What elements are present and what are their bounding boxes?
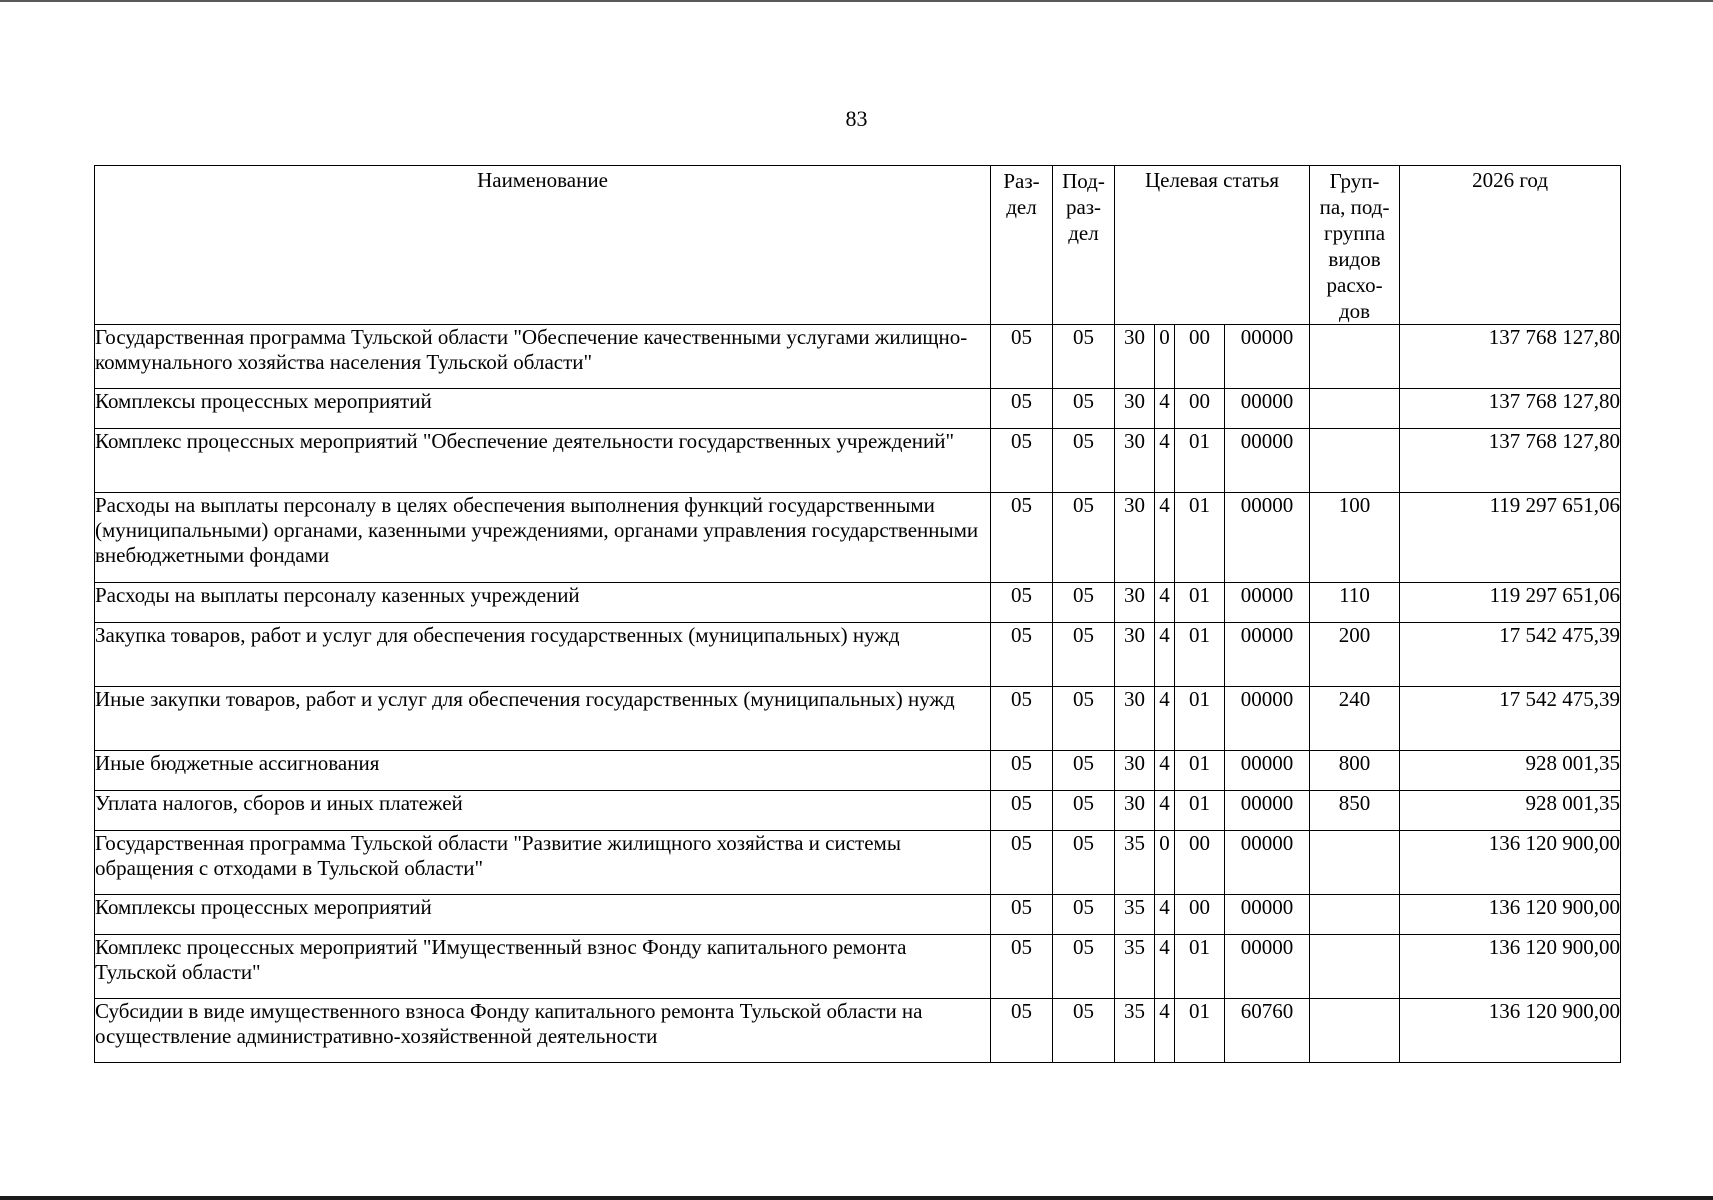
row-target-program: 30: [1115, 687, 1155, 751]
row-amount: 136 120 900,00: [1400, 831, 1621, 895]
row-amount: 17 542 475,39: [1400, 623, 1621, 687]
row-section: 05: [991, 999, 1053, 1063]
row-subsection: 05: [1053, 493, 1115, 583]
table-header-row: [95, 166, 1621, 325]
row-subsection: 05: [1053, 791, 1115, 831]
row-group: 800: [1310, 751, 1400, 791]
row-target-event: 00: [1175, 895, 1225, 935]
row-group: [1310, 429, 1400, 493]
header-target-article: Целевая статья: [1115, 166, 1310, 325]
row-target-event: 01: [1175, 623, 1225, 687]
row-target-event: 00: [1175, 831, 1225, 895]
row-target-direction: 00000: [1225, 895, 1310, 935]
row-name: Государственная программа Тульской области "Обеспечение качественными услугами жилищно-коммунального хозяйства населения Тульской области": [95, 325, 991, 389]
row-target-subprogram: 0: [1155, 831, 1175, 895]
row-group: [1310, 999, 1400, 1063]
row-section: 05: [991, 493, 1053, 583]
table-row: [95, 999, 1621, 1063]
row-target-subprogram: 4: [1155, 429, 1175, 493]
row-section: 05: [991, 831, 1053, 895]
row-target-program: 35: [1115, 999, 1155, 1063]
table-row: [95, 389, 1621, 429]
header-group: Груп- па, под- группа видов расхо- дов: [1310, 166, 1400, 325]
row-target-event: 01: [1175, 751, 1225, 791]
row-group: [1310, 935, 1400, 999]
row-subsection: 05: [1053, 895, 1115, 935]
row-target-program: 30: [1115, 325, 1155, 389]
row-target-direction: 00000: [1225, 687, 1310, 751]
row-subsection: 05: [1053, 623, 1115, 687]
row-group: 200: [1310, 623, 1400, 687]
row-target-program: 35: [1115, 895, 1155, 935]
budget-table: [94, 165, 1621, 1063]
row-name: Уплата налогов, сборов и иных платежей: [95, 791, 991, 831]
row-target-subprogram: 4: [1155, 389, 1175, 429]
header-name: Наименование: [95, 166, 991, 325]
row-amount: 119 297 651,06: [1400, 493, 1621, 583]
row-target-program: 30: [1115, 583, 1155, 623]
row-target-direction: 60760: [1225, 999, 1310, 1063]
row-subsection: 05: [1053, 429, 1115, 493]
row-target-subprogram: 4: [1155, 687, 1175, 751]
row-group: 100: [1310, 493, 1400, 583]
row-target-direction: 00000: [1225, 325, 1310, 389]
header-year: 2026 год: [1400, 166, 1621, 325]
row-target-event: 01: [1175, 935, 1225, 999]
row-target-event: 01: [1175, 493, 1225, 583]
row-group: [1310, 325, 1400, 389]
row-target-direction: 00000: [1225, 429, 1310, 493]
row-section: 05: [991, 791, 1053, 831]
row-subsection: 05: [1053, 935, 1115, 999]
row-group: 240: [1310, 687, 1400, 751]
row-target-direction: 00000: [1225, 935, 1310, 999]
row-name: Комплексы процессных мероприятий: [95, 389, 991, 429]
row-target-direction: 00000: [1225, 583, 1310, 623]
page-number: 83: [845, 106, 868, 131]
row-subsection: 05: [1053, 325, 1115, 389]
row-group: [1310, 895, 1400, 935]
header-subsection: Под- раз- дел: [1053, 166, 1115, 325]
row-subsection: 05: [1053, 999, 1115, 1063]
row-amount: 137 768 127,80: [1400, 325, 1621, 389]
table-row: [95, 687, 1621, 751]
row-subsection: 05: [1053, 831, 1115, 895]
row-target-subprogram: 4: [1155, 751, 1175, 791]
row-name: Расходы на выплаты персоналу казенных учреждений: [95, 583, 991, 623]
row-target-event: 00: [1175, 389, 1225, 429]
table-row: [95, 935, 1621, 999]
row-target-program: 30: [1115, 623, 1155, 687]
row-target-subprogram: 4: [1155, 935, 1175, 999]
row-target-program: 30: [1115, 493, 1155, 583]
row-target-program: 30: [1115, 751, 1155, 791]
row-amount: 137 768 127,80: [1400, 429, 1621, 493]
row-name: Комплексы процессных мероприятий: [95, 895, 991, 935]
row-target-direction: 00000: [1225, 831, 1310, 895]
row-group: 850: [1310, 791, 1400, 831]
row-name: Комплекс процессных мероприятий "Имущественный взнос Фонду капитального ремонта Тульской области": [95, 935, 991, 999]
row-target-subprogram: 0: [1155, 325, 1175, 389]
row-target-direction: 00000: [1225, 493, 1310, 583]
row-name: Иные закупки товаров, работ и услуг для обеспечения государственных (муниципальных) нужд: [95, 687, 991, 751]
row-target-subprogram: 4: [1155, 999, 1175, 1063]
row-section: 05: [991, 429, 1053, 493]
row-section: 05: [991, 623, 1053, 687]
row-target-subprogram: 4: [1155, 493, 1175, 583]
row-name: Расходы на выплаты персоналу в целях обеспечения выполнения функций государственными (муниципальными) органами, казенными учреждениями, органами управления государственными внебюджетными фондами: [95, 493, 991, 583]
table-row: [95, 583, 1621, 623]
row-subsection: 05: [1053, 751, 1115, 791]
table-row: [95, 751, 1621, 791]
row-target-direction: 00000: [1225, 389, 1310, 429]
row-target-direction: 00000: [1225, 623, 1310, 687]
row-name: Закупка товаров, работ и услуг для обеспечения государственных (муниципальных) нужд: [95, 623, 991, 687]
row-target-event: 01: [1175, 687, 1225, 751]
row-section: 05: [991, 389, 1053, 429]
row-group: [1310, 831, 1400, 895]
row-target-event: 01: [1175, 583, 1225, 623]
table-row: [95, 429, 1621, 493]
scan-edge-bottom: [0, 1196, 1713, 1200]
row-subsection: 05: [1053, 583, 1115, 623]
row-amount: 137 768 127,80: [1400, 389, 1621, 429]
table-row: [95, 895, 1621, 935]
row-amount: 119 297 651,06: [1400, 583, 1621, 623]
row-group: 110: [1310, 583, 1400, 623]
row-target-subprogram: 4: [1155, 583, 1175, 623]
row-amount: 928 001,35: [1400, 791, 1621, 831]
row-subsection: 05: [1053, 687, 1115, 751]
row-target-direction: 00000: [1225, 791, 1310, 831]
row-section: 05: [991, 935, 1053, 999]
row-amount: 928 001,35: [1400, 751, 1621, 791]
row-section: 05: [991, 325, 1053, 389]
header-section: Раз- дел: [991, 166, 1053, 325]
row-amount: 136 120 900,00: [1400, 999, 1621, 1063]
row-target-program: 30: [1115, 429, 1155, 493]
table-row: [95, 493, 1621, 583]
row-group: [1310, 389, 1400, 429]
table-row: [95, 325, 1621, 389]
row-section: 05: [991, 895, 1053, 935]
row-section: 05: [991, 687, 1053, 751]
table-body: [95, 325, 1621, 1063]
row-target-program: 35: [1115, 831, 1155, 895]
row-target-event: 01: [1175, 999, 1225, 1063]
row-name: Государственная программа Тульской области "Развитие жилищного хозяйства и системы обращения с отходами в Тульской области": [95, 831, 991, 895]
row-target-event: 01: [1175, 791, 1225, 831]
row-amount: 136 120 900,00: [1400, 935, 1621, 999]
row-section: 05: [991, 751, 1053, 791]
table-row: [95, 831, 1621, 895]
row-target-program: 30: [1115, 791, 1155, 831]
row-target-subprogram: 4: [1155, 623, 1175, 687]
row-name: Иные бюджетные ассигнования: [95, 751, 991, 791]
row-amount: 17 542 475,39: [1400, 687, 1621, 751]
row-name: Комплекс процессных мероприятий "Обеспечение деятельности государственных учреждений": [95, 429, 991, 493]
scan-edge-top: [0, 0, 1713, 2]
row-target-event: 00: [1175, 325, 1225, 389]
row-target-direction: 00000: [1225, 751, 1310, 791]
row-section: 05: [991, 583, 1053, 623]
row-amount: 136 120 900,00: [1400, 895, 1621, 935]
row-subsection: 05: [1053, 389, 1115, 429]
row-name: Субсидии в виде имущественного взноса Фонду капитального ремонта Тульской области на осуществление административно-хозяйственной деятельности: [95, 999, 991, 1063]
row-target-program: 35: [1115, 935, 1155, 999]
row-target-event: 01: [1175, 429, 1225, 493]
row-target-subprogram: 4: [1155, 895, 1175, 935]
row-target-program: 30: [1115, 389, 1155, 429]
table-row: [95, 623, 1621, 687]
table-row: [95, 791, 1621, 831]
row-target-subprogram: 4: [1155, 791, 1175, 831]
